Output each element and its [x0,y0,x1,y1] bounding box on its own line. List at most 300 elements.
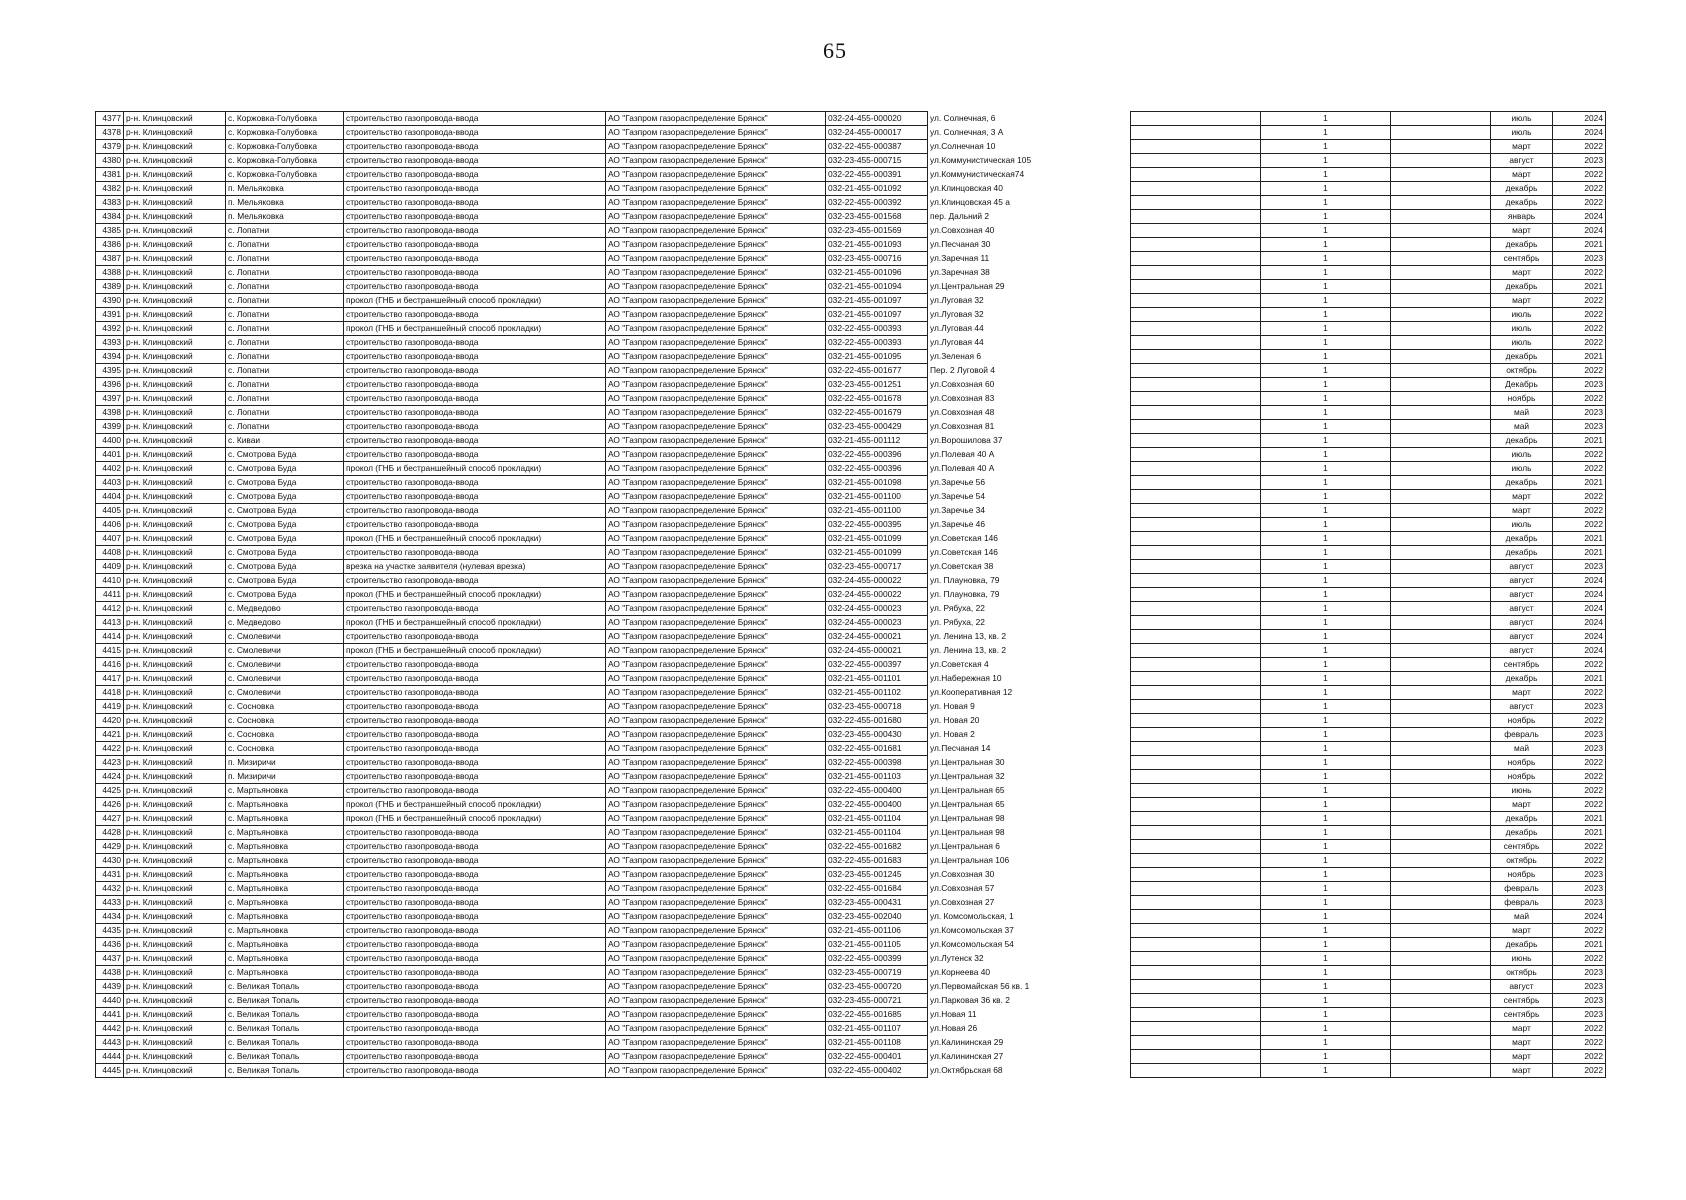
quantity-cell: 1 [1261,266,1391,280]
quantity-cell: 1 [1261,462,1391,476]
quantity-cell: 1 [1261,168,1391,182]
address-cell: ул.Комсомольская 54 [930,939,1014,949]
district-cell: р-н. Клинцовский [124,140,226,154]
month-cell: май [1491,406,1553,420]
address-cell: пер. Дальний 2 [930,211,990,221]
district-cell: р-н. Клинцовский [124,112,226,126]
application-code-cell: 032-22-455-000396 [826,448,928,462]
year-cell: 2023 [1553,868,1606,882]
organization-cell: АО "Газпром газораспределение Брянск" [606,126,826,140]
address-cell: ул.Заречье 54 [930,491,985,501]
quantity-cell: 1 [1261,798,1391,812]
work-type-cell: строительство газопровода-ввода [344,308,606,322]
quantity-cell: 1 [1261,602,1391,616]
address-cell: ул.Корнеева 40 [930,967,991,977]
table-row [1131,616,1606,630]
month-cell: декабрь [1491,238,1553,252]
main-table-right [1130,111,1606,1078]
quantity-cell: 1 [1261,252,1391,266]
empty-cell [1391,1008,1491,1022]
table-row [96,406,1046,420]
table-row [96,154,1046,168]
address-cell: ул.Центральная 32 [930,771,1005,781]
empty-cell [1131,420,1261,434]
application-code-cell: 032-22-455-000391 [826,168,928,182]
table-row [96,854,1046,868]
empty-cell [1391,812,1491,826]
district-cell: р-н. Клинцовский [124,826,226,840]
row-number-cell: 4391 [96,308,124,322]
table-row [1131,490,1606,504]
work-type-cell: строительство газопровода-ввода [344,770,606,784]
year-cell: 2022 [1553,448,1606,462]
organization-cell: АО "Газпром газораспределение Брянск" [606,1022,826,1036]
locality-cell: п. Мельяковка [226,182,344,196]
row-number-cell: 4389 [96,280,124,294]
organization-cell: АО "Газпром газораспределение Брянск" [606,518,826,532]
work-type-cell: строительство газопровода-ввода [344,840,606,854]
row-number-cell: 4419 [96,700,124,714]
address-cell: ул. Рябуха, 22 [930,603,985,613]
table-row [96,1050,1046,1064]
month-cell: сентябрь [1491,994,1553,1008]
address-cell: ул.Кооперативная 12 [930,687,1013,697]
quantity-cell: 1 [1261,784,1391,798]
work-type-cell: строительство газопровода-ввода [344,182,606,196]
work-type-cell: строительство газопровода-ввода [344,854,606,868]
empty-cell [1391,210,1491,224]
year-cell: 2021 [1553,826,1606,840]
row-number-cell: 4414 [96,630,124,644]
table-row [1131,728,1606,742]
address-cell: ул.Центральная 98 [930,813,1005,823]
year-cell: 2024 [1553,574,1606,588]
year-cell: 2024 [1553,602,1606,616]
locality-cell: с. Медведово [226,616,344,630]
table-row [1131,588,1606,602]
application-code-cell: 032-21-455-001104 [826,812,928,826]
district-cell: р-н. Клинцовский [124,364,226,378]
row-number-cell: 4378 [96,126,124,140]
month-cell: декабрь [1491,280,1553,294]
quantity-cell: 1 [1261,588,1391,602]
application-code-cell: 032-22-455-001682 [826,840,928,854]
table-row [96,644,1046,658]
empty-cell [1391,448,1491,462]
address-cell: ул.Центральная 98 [930,827,1005,837]
organization-cell: АО "Газпром газораспределение Брянск" [606,938,826,952]
empty-cell [1131,952,1261,966]
empty-cell [1131,280,1261,294]
year-cell: 2022 [1553,1064,1606,1078]
empty-cell [1131,532,1261,546]
table-row [96,420,1046,434]
work-type-cell: строительство газопровода-ввода [344,448,606,462]
table-row [96,728,1046,742]
quantity-cell: 1 [1261,224,1391,238]
table-row [1131,798,1606,812]
table-row [96,770,1046,784]
address-cell: ул. Плауновка, 79 [930,575,1000,585]
empty-cell [1391,462,1491,476]
organization-cell: АО "Газпром газораспределение Брянск" [606,742,826,756]
empty-cell [1131,994,1261,1008]
work-type-cell: строительство газопровода-ввода [344,336,606,350]
organization-cell: АО "Газпром газораспределение Брянск" [606,364,826,378]
locality-cell: с. Лопатни [226,238,344,252]
table-row [1131,294,1606,308]
year-cell: 2024 [1553,630,1606,644]
organization-cell: АО "Газпром газораспределение Брянск" [606,728,826,742]
district-cell: р-н. Клинцовский [124,378,226,392]
organization-cell: АО "Газпром газораспределение Брянск" [606,182,826,196]
table-row [96,630,1046,644]
application-code-cell: 032-24-455-000021 [826,644,928,658]
locality-cell: с. Мартьяновка [226,854,344,868]
organization-cell: АО "Газпром газораспределение Брянск" [606,574,826,588]
table-row [96,672,1046,686]
work-type-cell: врезка на участке заявителя (нулевая врезка) [344,560,606,574]
address-cell: ул.Советская 146 [930,533,998,543]
locality-cell: с. Лопатни [226,350,344,364]
locality-cell: с. Смотрова Буда [226,574,344,588]
organization-cell: АО "Газпром газораспределение Брянск" [606,336,826,350]
application-code-cell: 032-23-455-001251 [826,378,928,392]
locality-cell: с. Лопатни [226,294,344,308]
empty-cell [1131,672,1261,686]
empty-cell [1391,364,1491,378]
organization-cell: АО "Газпром газораспределение Брянск" [606,994,826,1008]
quantity-cell: 1 [1261,490,1391,504]
district-cell: р-н. Клинцовский [124,406,226,420]
year-cell: 2023 [1553,1008,1606,1022]
table-row [96,462,1046,476]
address-cell: ул.Совхозная 40 [930,225,995,235]
row-number-cell: 4417 [96,672,124,686]
empty-cell [1131,602,1261,616]
work-type-cell: строительство газопровода-ввода [344,672,606,686]
table-row [96,350,1046,364]
empty-cell [1391,714,1491,728]
quantity-cell: 1 [1261,182,1391,196]
application-code-cell: 032-23-455-000719 [826,966,928,980]
organization-cell: АО "Газпром газораспределение Брянск" [606,196,826,210]
quantity-cell: 1 [1261,126,1391,140]
empty-cell [1391,602,1491,616]
address-cell: ул.Луговая 32 [930,295,984,305]
month-cell: август [1491,644,1553,658]
year-cell: 2023 [1553,154,1606,168]
empty-cell [1131,938,1261,952]
year-cell: 2022 [1553,322,1606,336]
locality-cell: с. Великая Топаль [226,994,344,1008]
empty-cell [1131,588,1261,602]
month-cell: октябрь [1491,364,1553,378]
organization-cell: АО "Газпром газораспределение Брянск" [606,252,826,266]
locality-cell: п. Мельяковка [226,196,344,210]
district-cell: р-н. Клинцовский [124,420,226,434]
district-cell: р-н. Клинцовский [124,336,226,350]
application-code-cell: 032-21-455-001092 [826,182,928,196]
empty-cell [1131,840,1261,854]
year-cell: 2022 [1553,770,1606,784]
empty-cell [1391,980,1491,994]
locality-cell: с. Лопатни [226,280,344,294]
empty-cell [1391,770,1491,784]
work-type-cell: строительство газопровода-ввода [344,392,606,406]
empty-cell [1131,700,1261,714]
empty-cell [1131,560,1261,574]
month-cell: июль [1491,336,1553,350]
address-cell: ул.Калининская 29 [930,1037,1004,1047]
row-number-cell: 4410 [96,574,124,588]
work-type-cell: строительство газопровода-ввода [344,728,606,742]
work-type-cell: строительство газопровода-ввода [344,1064,606,1078]
district-cell: р-н. Клинцовский [124,980,226,994]
quantity-cell: 1 [1261,742,1391,756]
organization-cell: АО "Газпром газораспределение Брянск" [606,504,826,518]
month-cell: декабрь [1491,532,1553,546]
year-cell: 2022 [1553,1050,1606,1064]
locality-cell: с. Сосновка [226,728,344,742]
quantity-cell: 1 [1261,826,1391,840]
year-cell: 2022 [1553,924,1606,938]
empty-cell [1131,252,1261,266]
work-type-cell: строительство газопровода-ввода [344,364,606,378]
empty-cell [1391,742,1491,756]
application-code-cell: 032-23-455-001245 [826,868,928,882]
district-cell: р-н. Клинцовский [124,910,226,924]
locality-cell: с. Лопатни [226,224,344,238]
empty-cell [1391,238,1491,252]
application-code-cell: 032-21-455-001102 [826,686,928,700]
empty-cell [1391,966,1491,980]
row-number-cell: 4430 [96,854,124,868]
organization-cell: АО "Газпром газораспределение Брянск" [606,210,826,224]
table-row [1131,966,1606,980]
organization-cell: АО "Газпром газораспределение Брянск" [606,672,826,686]
application-code-cell: 032-24-455-000022 [826,574,928,588]
row-number-cell: 4421 [96,728,124,742]
address-cell: ул.Совхозная 83 [930,393,995,403]
locality-cell: с. Смолевичи [226,644,344,658]
table-row [1131,434,1606,448]
year-cell: 2021 [1553,476,1606,490]
application-code-cell: 032-22-455-000397 [826,658,928,672]
district-cell: р-н. Клинцовский [124,966,226,980]
application-code-cell: 032-21-455-001101 [826,672,928,686]
address-cell: ул.Ворошилова 37 [930,435,1003,445]
year-cell: 2021 [1553,280,1606,294]
year-cell: 2021 [1553,350,1606,364]
quantity-cell: 1 [1261,924,1391,938]
work-type-cell: прокол (ГНБ и бестраншейный способ прокладки) [344,532,606,546]
year-cell: 2022 [1553,168,1606,182]
locality-cell: с. Киваи [226,434,344,448]
quantity-cell: 1 [1261,350,1391,364]
empty-cell [1131,518,1261,532]
address-cell: ул.Парковая 36 кв. 2 [930,995,1010,1005]
work-type-cell: строительство газопровода-ввода [344,1036,606,1050]
organization-cell: АО "Газпром газораспределение Брянск" [606,1064,826,1078]
address-cell: ул.Заречье 46 [930,519,985,529]
month-cell: март [1491,504,1553,518]
organization-cell: АО "Газпром газораспределение Брянск" [606,770,826,784]
table-row [1131,672,1606,686]
main-table-left [95,111,1046,1078]
row-number-cell: 4438 [96,966,124,980]
row-number-cell: 4385 [96,224,124,238]
empty-cell [1131,224,1261,238]
table-row [1131,1008,1606,1022]
application-code-cell: 032-22-455-000400 [826,798,928,812]
quantity-cell: 1 [1261,448,1391,462]
month-cell: март [1491,1050,1553,1064]
table-row [96,896,1046,910]
district-cell: р-н. Клинцовский [124,798,226,812]
application-code-cell: 032-21-455-001097 [826,294,928,308]
month-cell: декабрь [1491,196,1553,210]
work-type-cell: строительство газопровода-ввода [344,210,606,224]
table-row [1131,140,1606,154]
empty-cell [1391,518,1491,532]
month-cell: март [1491,1022,1553,1036]
month-cell: ноябрь [1491,770,1553,784]
work-type-cell: строительство газопровода-ввода [344,1050,606,1064]
year-cell: 2022 [1553,182,1606,196]
district-cell: р-н. Клинцовский [124,518,226,532]
table-row [1131,770,1606,784]
quantity-cell: 1 [1261,728,1391,742]
district-cell: р-н. Клинцовский [124,294,226,308]
empty-cell [1391,434,1491,448]
application-code-cell: 032-21-455-001100 [826,504,928,518]
address-cell: ул.Центральная 65 [930,799,1005,809]
year-cell: 2022 [1553,840,1606,854]
month-cell: июль [1491,322,1553,336]
year-cell: 2024 [1553,112,1606,126]
locality-cell: с. Мартьяновка [226,868,344,882]
table-row [1131,126,1606,140]
work-type-cell: строительство газопровода-ввода [344,476,606,490]
quantity-cell: 1 [1261,154,1391,168]
month-cell: ноябрь [1491,392,1553,406]
work-type-cell: строительство газопровода-ввода [344,742,606,756]
row-number-cell: 4433 [96,896,124,910]
application-code-cell: 032-22-455-001683 [826,854,928,868]
table-row [1131,280,1606,294]
application-code-cell: 032-21-455-001106 [826,924,928,938]
empty-cell [1391,476,1491,490]
row-number-cell: 4390 [96,294,124,308]
work-type-cell: строительство газопровода-ввода [344,882,606,896]
table-row [96,1036,1046,1050]
organization-cell: АО "Газпром газораспределение Брянск" [606,910,826,924]
district-cell: р-н. Клинцовский [124,952,226,966]
work-type-cell: строительство газопровода-ввода [344,504,606,518]
table-row [1131,910,1606,924]
district-cell: р-н. Клинцовский [124,784,226,798]
table-row [1131,882,1606,896]
row-number-cell: 4393 [96,336,124,350]
year-cell: 2023 [1553,560,1606,574]
locality-cell: с. Лопатни [226,364,344,378]
quantity-cell: 1 [1261,854,1391,868]
address-cell: ул.Центральная 29 [930,281,1005,291]
work-type-cell: строительство газопровода-ввода [344,434,606,448]
table-row [96,868,1046,882]
month-cell: февраль [1491,728,1553,742]
empty-cell [1391,854,1491,868]
row-number-cell: 4439 [96,980,124,994]
application-code-cell: 032-23-455-000721 [826,994,928,1008]
application-code-cell: 032-24-455-000021 [826,630,928,644]
locality-cell: с. Мартьяновка [226,812,344,826]
quantity-cell: 1 [1261,714,1391,728]
row-number-cell: 4397 [96,392,124,406]
empty-cell [1391,840,1491,854]
locality-cell: с. Великая Топаль [226,1022,344,1036]
empty-cell [1131,168,1261,182]
empty-cell [1391,140,1491,154]
work-type-cell: строительство газопровода-ввода [344,966,606,980]
quantity-cell: 1 [1261,546,1391,560]
table-row [1131,1064,1606,1078]
empty-cell [1131,196,1261,210]
district-cell: р-н. Клинцовский [124,994,226,1008]
organization-cell: АО "Газпром газораспределение Брянск" [606,560,826,574]
organization-cell: АО "Газпром газораспределение Брянск" [606,602,826,616]
locality-cell: с. Лопатни [226,252,344,266]
empty-cell [1131,336,1261,350]
district-cell: р-н. Клинцовский [124,462,226,476]
locality-cell: с. Смолевичи [226,686,344,700]
empty-cell [1131,140,1261,154]
table-row [1131,196,1606,210]
locality-cell: с. Великая Топаль [226,980,344,994]
month-cell: январь [1491,210,1553,224]
table-row [1131,364,1606,378]
district-cell: р-н. Клинцовский [124,546,226,560]
year-cell: 2023 [1553,378,1606,392]
empty-cell [1391,672,1491,686]
year-cell: 2022 [1553,336,1606,350]
application-code-cell: 032-23-455-000717 [826,560,928,574]
empty-cell [1131,154,1261,168]
table-row [96,336,1046,350]
row-number-cell: 4440 [96,994,124,1008]
month-cell: декабрь [1491,476,1553,490]
year-cell: 2022 [1553,952,1606,966]
table-row [1131,658,1606,672]
row-number-cell: 4445 [96,1064,124,1078]
work-type-cell: прокол (ГНБ и бестраншейный способ прокладки) [344,616,606,630]
table-row [1131,686,1606,700]
row-number-cell: 4401 [96,448,124,462]
empty-cell [1391,350,1491,364]
address-cell: ул.Калининская 27 [930,1051,1004,1061]
month-cell: Декабрь [1491,378,1553,392]
row-number-cell: 4428 [96,826,124,840]
quantity-cell: 1 [1261,574,1391,588]
table-row [1131,854,1606,868]
application-code-cell: 032-21-455-001107 [826,1022,928,1036]
locality-cell: с. Смотрова Буда [226,532,344,546]
quantity-cell: 1 [1261,630,1391,644]
organization-cell: АО "Газпром газораспределение Брянск" [606,308,826,322]
quantity-cell: 1 [1261,308,1391,322]
application-code-cell: 032-24-455-000020 [826,112,928,126]
